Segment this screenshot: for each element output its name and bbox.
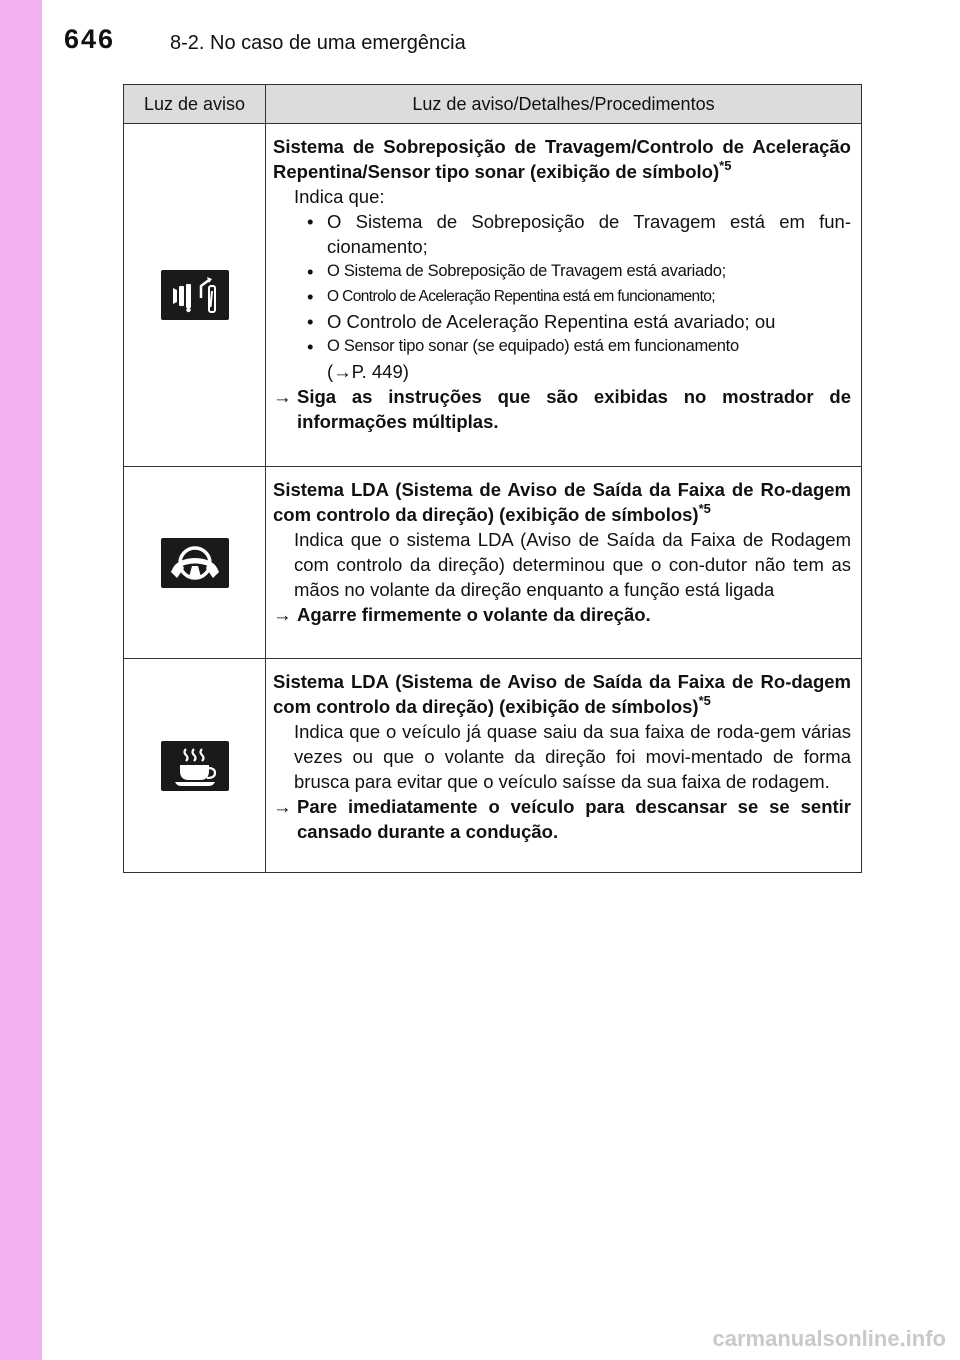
row-heading: Sistema LDA (Sistema de Aviso de Saída da Faixa de Ro-dagem com controlo da direção) (exibição de símbolos)$^{*5}$ (273, 479, 851, 525)
warning-light-cell (124, 467, 266, 658)
header-details: Luz de aviso/Detalhes/Procedimentos (412, 93, 715, 114)
arrow-icon: → (273, 604, 292, 625)
hands-on-steering-wheel-icon (161, 538, 229, 588)
side-band (0, 0, 42, 1360)
details-cell (266, 659, 861, 872)
row-intro: Indica que: (294, 186, 385, 207)
table-header (124, 85, 861, 124)
row-body: Indica que o veículo já quase saiu da sua faixa de roda-gem várias vezes ou que o volante da direção foi movi-mentado de forma brusca para evitar que o veículo saísse da sua faixa de rodagem. (294, 721, 851, 792)
row-heading: Sistema LDA (Sistema de Aviso de Saída da Faixa de Ro-dagem com controlo da direção) (exibição de símbolos)$^{*5}$ (273, 671, 851, 717)
header-warning-light: Luz de aviso (124, 85, 266, 123)
page-reference: (→P. 449) (327, 361, 409, 382)
table-row (124, 659, 861, 872)
warning-light-cell (124, 124, 266, 466)
list-item: • O Sensor tipo sonar (se equipado) está em funcionamento (307, 336, 739, 357)
page-number: 646 (64, 24, 116, 54)
table-row (124, 467, 861, 659)
warning-lights-table (123, 84, 862, 873)
section-title: 8-2. No caso de uma emergência (170, 32, 466, 54)
row-action: → Agarre firmemente o volante da direção. (273, 604, 651, 625)
row-heading: Sistema de Sobreposição de Travagem/Controlo de Aceleração Repentina/Sensor tipo sonar (exibição de símbolo)$^{*5}$ (273, 136, 851, 182)
row-action: → Siga as instruções que são exibidas no mostrador de informações múltiplas. (273, 386, 851, 432)
details-cell (266, 124, 861, 466)
arrow-icon: → (273, 796, 292, 817)
footnote-mark: *5 (698, 693, 711, 708)
row-action: → Pare imediatamente o veículo para descansar se se sentir cansado durante a condução. (273, 796, 851, 842)
watermark: carmanualsonline.info (712, 1326, 946, 1351)
list-item: • O Controlo de Aceleração Repentina está em funcionamento; (307, 286, 716, 307)
list-item: • O Sistema de Sobreposição de Travagem está avariado; (307, 261, 726, 282)
coffee-cup-rest-icon (161, 741, 229, 791)
list-item: • O Sistema de Sobreposição de Travagem está em fun-cionamento; (307, 211, 851, 257)
row-body: Indica que o sistema LDA (Aviso de Saída da Faixa de Rodagem com controlo da direção) determinou que o con-dutor não tem as mãos no volante da direção enquanto a função está ligada (294, 529, 851, 600)
details-cell (266, 467, 861, 658)
footnote-mark: *5 (698, 501, 711, 516)
arrow-icon: → (273, 386, 292, 407)
footnote-mark: *5 (719, 158, 732, 173)
warning-light-cell (124, 659, 266, 872)
pre-collision-sonar-warning-icon (161, 270, 229, 320)
list-item: • O Controlo de Aceleração Repentina está avariado; ou (307, 311, 776, 332)
table-row (124, 124, 861, 467)
